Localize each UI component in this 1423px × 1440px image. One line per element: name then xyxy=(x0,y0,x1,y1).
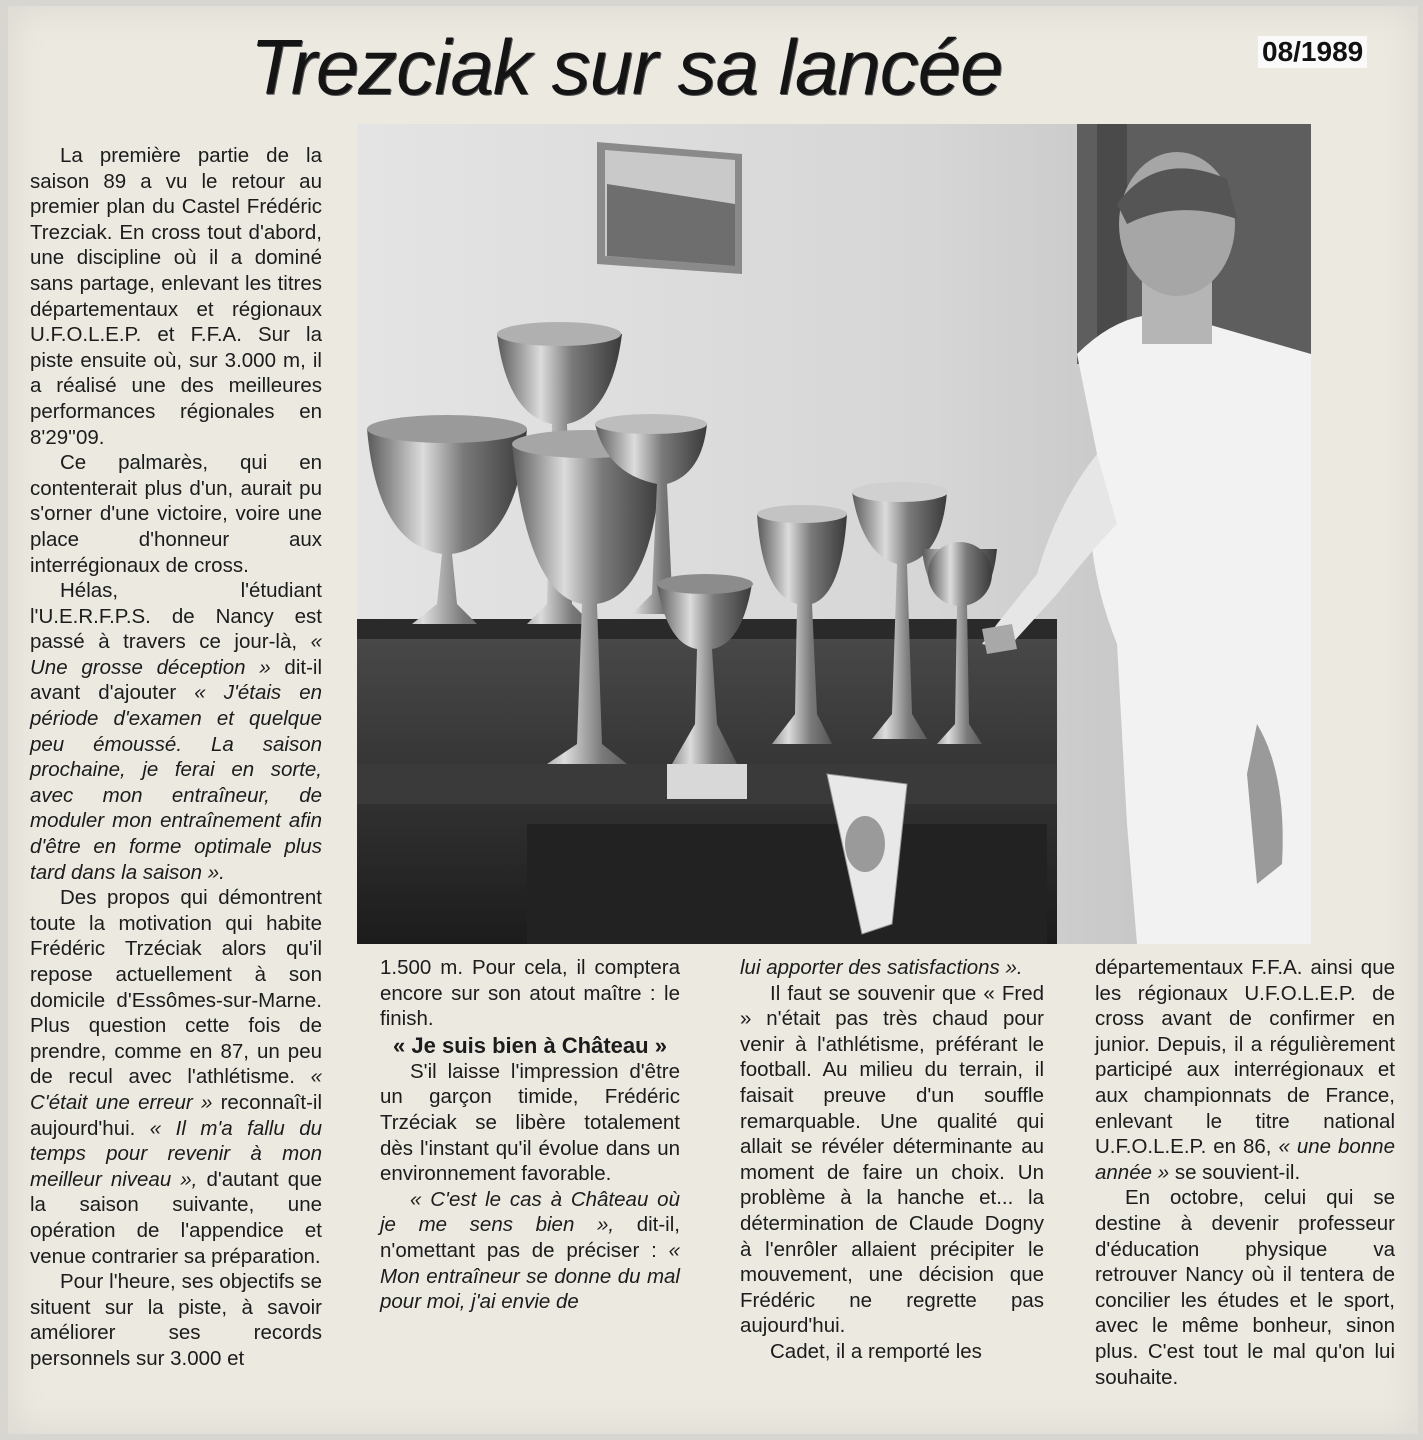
trophies-photo-illustration xyxy=(357,124,1311,944)
article-date: 08/1989 xyxy=(1258,36,1367,68)
col2-p3-quote-2: « Mon entraîneur se donne du mal pour moi, j'ai envie de xyxy=(380,1238,680,1314)
article-photo xyxy=(357,124,1311,944)
col1-p3-text-a: Hélas, l'étudiant l'U.E.R.F.P.S. de Nancy est passé à travers ce jour-là, xyxy=(30,579,322,654)
col1-paragraph-4 xyxy=(30,885,322,1269)
col2-paragraph-3 xyxy=(380,1187,680,1315)
col4-p1-quote: « une bonne année » xyxy=(1095,1135,1395,1184)
col1-p4-quote-1: « C'était une erreur » xyxy=(30,1065,322,1114)
col4-paragraph-2: En octobre, celui qui se destine à devenir professeur d'éducation physique va retrouver Nancy où il tentera de concilier les études et le sport, avec le même bonheur, sinon plus. C'est tout le mal qu'on lui souhaite. xyxy=(1095,1186,1395,1389)
col1-paragraph-3 xyxy=(30,578,322,885)
col2-paragraph-1: 1.500 m. Pour cela, il comptera encore sur son atout maître : le finish. xyxy=(380,956,680,1031)
article-column-1 xyxy=(30,143,322,1372)
article-column-3 xyxy=(740,955,1044,1365)
article-column-2 xyxy=(380,955,680,1315)
col1-p4-text-b: reconnaît-il aujourd'hui. xyxy=(30,1090,323,1140)
col1-paragraph-1: La première partie de la saison 89 a vu le retour au premier plan du Castel Frédéric Trezciak. En cross tout d'abord, une discipline où il a dominé sans partage, enlevant les titres départementaux et régionaux U.F.O.L.E.P. et F.F.A. Sur la piste ensuite où, sur 3.000 m, il a réalisé une des meilleures performances régionales en 8'29''09. xyxy=(30,144,322,449)
col4-p1-text-a: départementaux F.F.A. ainsi que les régionaux U.F.O.L.E.P. de cross avant de confirmer en junior. Depuis, il a régulièrement participé aux interrégionaux et aux championnats de France, enlevant le titre national U.F.O.L.E.P. en 86, xyxy=(1095,956,1395,1159)
col4-paragraph-1 xyxy=(1095,955,1395,1185)
col2-paragraph-2: S'il laisse l'impression d'être un garçon timide, Frédéric Trzéciak se libère totalement dès l'instant qu'il évolue dans un environnement favorable. xyxy=(380,1059,680,1186)
col4-p1-text-b: se souvient-il. xyxy=(1174,1160,1301,1184)
col2-p3-quote-1: « C'est le cas à Château où je me sens bien », xyxy=(380,1187,680,1237)
col1-paragraph-2: Ce palmarès, qui en contenterait plus d'un, aurait pu s'orner d'une victoire, voire une place d'honneur aux interrégionaux de cross. xyxy=(30,451,322,577)
col1-p4-text-c: d'autant que la saison suivante, une opération de l'appendice et venue contrarier sa préparation. xyxy=(30,1167,322,1268)
col1-p3-text-b: dit-il avant d'ajouter xyxy=(30,655,323,705)
article-title: Trezciak sur sa lancée xyxy=(250,23,1003,111)
col1-p3-quote-1: « Une grosse déception » xyxy=(30,630,322,679)
col1-p4-text-a: Des propos qui démontrent toute la motivation qui habite Frédéric Trzéciak alors qu'il repose actuellement à son domicile d'Essômes-sur-Marne. Plus question cette fois de prendre, comme en 87, un peu de recul avec l'athlétisme. xyxy=(30,886,322,1089)
col2-subheading: « Je suis bien à Château » xyxy=(393,1032,667,1058)
col1-p3-quote-2: « J'étais en période d'examen et quelque peu émoussé. La saison prochaine, je ferai en sorte, avec mon entraîneur, de moduler mon entraînement afin d'être en forme optimale plus tard dans la saison ». xyxy=(30,681,323,884)
col2-p3-text-b: dit-il, n'omettant pas de préciser : xyxy=(380,1213,680,1262)
col3-paragraph-2: Il faut se souvenir que « Fred » n'était pas très chaud pour venir à l'athlétisme, préférant le football. Au milieu du terrain, il faisait preuve d'un souffle remarquable. Une qualité qui allait se révéler déterminante au moment de faire un choix. Un problème à la hanche et... la détermination de Claude Dogny à l'enrôler allaient précipiter le mouvement, une décision que Frédéric ne regrette pas aujourd'hui. xyxy=(740,981,1044,1338)
col1-paragraph-5: Pour l'heure, ses objectifs se situent sur la piste, à savoir améliorer ses records personnels sur 3.000 et xyxy=(30,1270,322,1370)
col3-paragraph-1: lui apporter des satisfactions ». xyxy=(740,956,1023,979)
col3-paragraph-3: Cadet, il a remporté les xyxy=(770,1339,982,1363)
col1-p4-quote-2: « Il m'a fallu du temps pour revenir à mon meilleur niveau », xyxy=(30,1116,322,1191)
article-column-4 xyxy=(1095,955,1395,1390)
